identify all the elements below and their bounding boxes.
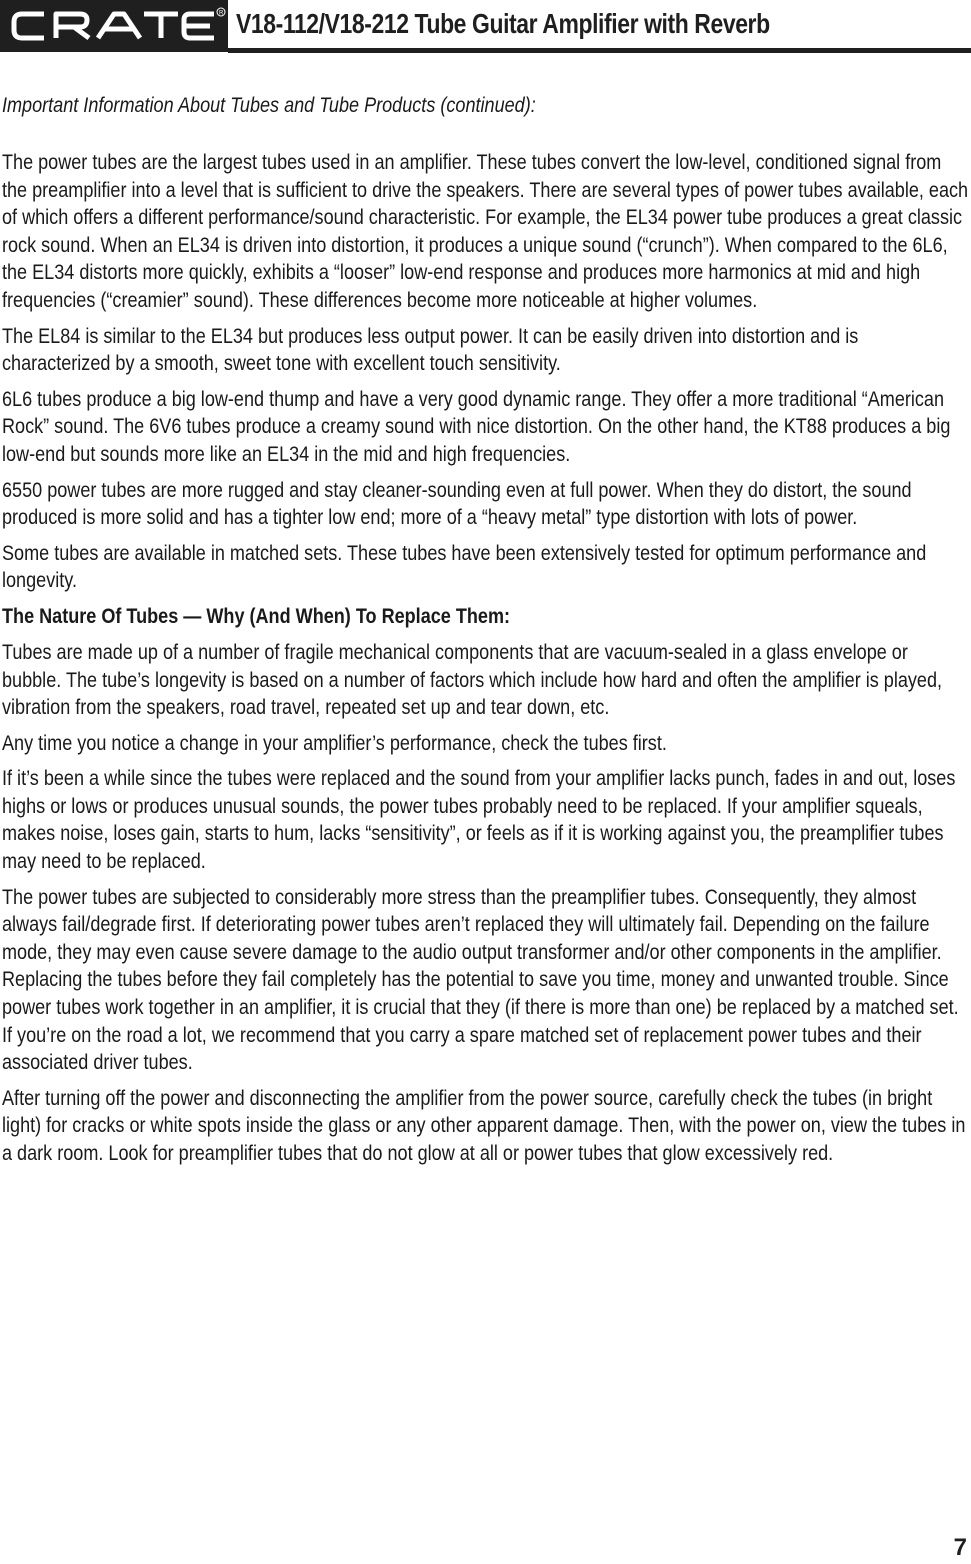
page-number: 7 [953,1534,967,1561]
paragraph-6550: 6550 power tubes are more rugged and stay cleaner-sounding even at full power. When they do distort, the sound produced is more solid and has a tighter low end; more of a “heavy metal” type distortion with lots of power. [2,478,912,530]
paragraph-power-tubes: The power tubes are the largest tubes used in an amplifier. These tubes convert the low-level, conditioned signal from the preamplifier into a level that is sufficient to drive the speakers. There are several types of power tubes available, each of which offers a different performance/sound characteristic. For example, the EL34 power tube produces a great classic rock sound. When an EL34 is driven into distortion, it produces a unique sound (“crunch”). When compared to the 6L6, the EL34 distorts more quickly, exhibits a “looser” low-end response and produces more harmonics at mid and high frequencies (“creamier” sound). These differences become more noticeable at higher volumes. [2,151,969,312]
page-content [2,92,970,1176]
page-header [0,0,971,58]
section-heading: The Nature Of Tubes — Why (And When) To Replace Them: [2,604,511,628]
header-rule [228,48,971,53]
svg-text:R: R [219,10,224,17]
paragraph-el84: The EL84 is similar to the EL34 but produces less output power. It can be easily driven into distortion and is characterized by a smooth, sweet tone with excellent touch sensitivity. [2,324,859,376]
paragraph-power-tube-stress: The power tubes are subjected to considerably more stress than the preamplifier tubes. Consequently, they almost always fail/degrade first. If deteriorating power tubes aren’t replaced they will ultimately fail. Depending on the failure mode, they may even cause severe damage to the audio output transformer and/or other components in the amplifier. Replacing the tubes before they fail completely has the potential to save you time, money and unwanted trouble. Since power tubes work together in an amplifier, it is crucial that they (if there is more than one) be replaced by a matched set. If you’re on the road a lot, we recommend that you carry a spare matched set of replacement power tubes and their associated driver tubes. [2,885,959,1075]
subheading: Important Information About Tubes and Tube Products (continued): [2,94,536,117]
paragraph-matched-sets: Some tubes are available in matched sets. These tubes have been extensively tested for optimum performance and longevity. [2,541,927,593]
paragraph-tube-construction: Tubes are made up of a number of fragile mechanical components that are vacuum-sealed in a glass envelope or bubble. The tube’s longevity is based on a number of factors which include how hard and often the amplifier is played, vibration from the speakers, road travel, repeated set up and tear down, etc. [2,640,943,720]
crate-logo-mark [0,0,228,52]
crate-logo [0,0,228,52]
paragraph-check-tubes: Any time you notice a change in your amplifier’s performance, check the tubes first. [2,731,667,755]
paragraph-6l6: 6L6 tubes produce a big low-end thump and have a very good dynamic range. They offer a more traditional “American Rock” sound. The 6V6 tubes produce a creamy sound with nice distortion. On the other hand, the KT88 produces a big low-end but sounds more like an EL34 in the mid and high frequencies. [2,387,951,466]
document-title: V18-112/V18-212 Tube Guitar Amplifier with Reverb [236,8,770,39]
paragraph-replace-symptoms: If it’s been a while since the tubes were replaced and the sound from your amplifier lacks punch, fades in and out, loses highs or lows or produces unusual sounds, the power tubes probably need to be replaced. If your amplifier squeals, makes noise, loses gain, starts to hum, lacks “sensitivity”, or feels as if it is working against you, the preamplifier tubes may need to be replaced. [2,767,956,874]
paragraph-inspection: After turning off the power and disconnecting the amplifier from the power source, carefully check the tubes (in bright light) for cracks or white spots inside the glass or any other apparent damage. Then, with the power on, view the tubes in a dark room. Look for preamplifier tubes that do not glow at all or power tubes that glow excessively red. [2,1086,966,1165]
